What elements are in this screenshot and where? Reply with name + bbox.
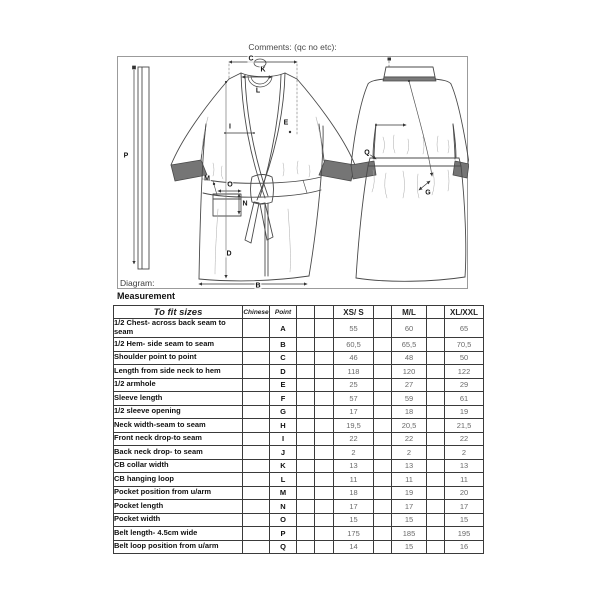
point-label-Q: Q bbox=[364, 149, 370, 157]
header-chinese: Chinese bbox=[243, 306, 270, 319]
robe-front-view bbox=[171, 59, 355, 284]
robe-technical-drawing bbox=[118, 57, 469, 290]
point-label-L: L bbox=[255, 87, 261, 95]
header-point: Point bbox=[270, 306, 297, 319]
header-spacer bbox=[297, 306, 315, 319]
table-row: Back neck drop- to seam J 2 2 2 bbox=[114, 446, 484, 460]
point-label-D: D bbox=[226, 250, 232, 258]
table-row: Pocket position from u/arm M 18 19 20 bbox=[114, 486, 484, 500]
point-label-C: C bbox=[248, 55, 254, 63]
belt-drawing bbox=[133, 66, 150, 269]
point-label-E: E bbox=[283, 119, 289, 127]
table-row: Belt length- 4.5cm wide P 175 185 195 bbox=[114, 527, 484, 541]
table-row: Belt loop position from u/arm Q 14 15 16 bbox=[114, 540, 484, 554]
table-row: Neck width-seam to seam H 19,5 20,5 21,5 bbox=[114, 419, 484, 433]
table-row: Front neck drop-to seam I 22 22 22 bbox=[114, 432, 484, 446]
point-label-I: I bbox=[229, 123, 231, 131]
table-row: 1/2 sleeve opening G 17 18 19 bbox=[114, 405, 484, 419]
table-header-row bbox=[114, 306, 484, 319]
robe-back-view bbox=[351, 58, 469, 282]
point-label-O: O bbox=[227, 181, 233, 189]
header-spacer bbox=[315, 306, 334, 319]
point-label-P: P bbox=[123, 152, 129, 160]
table-row: 1/2 armhole E 25 27 29 bbox=[114, 378, 484, 392]
header-to-fit-sizes: To fit sizes bbox=[114, 306, 243, 319]
diagram-label: Diagram: bbox=[120, 278, 155, 288]
header-spacer bbox=[427, 306, 445, 319]
table-row: 1/2 Hem- side seam to seam B 60,5 65,5 70,5 bbox=[114, 338, 484, 352]
header-spacer bbox=[374, 306, 392, 319]
point-label-B: B bbox=[255, 282, 261, 290]
point-label-N: N bbox=[242, 200, 248, 208]
header-size-m-l: M/L bbox=[392, 306, 427, 319]
header-size-xl-xxl: XL/XXL bbox=[445, 306, 484, 319]
table-row: Sleeve length F 57 59 61 bbox=[114, 392, 484, 406]
table-row: 1/2 Chest- across back seam to seam A 55 60 65 bbox=[114, 319, 484, 338]
table-row: CB hanging loop L 11 11 11 bbox=[114, 473, 484, 487]
table-row: Length from side neck to hem D 118 120 122 bbox=[114, 365, 484, 379]
point-label-M: M bbox=[204, 175, 210, 183]
point-label-G: G bbox=[425, 189, 431, 197]
table-row: CB collar width K 13 13 13 bbox=[114, 459, 484, 473]
diagram-box bbox=[117, 56, 468, 289]
table-row: Shoulder point to point C 46 48 50 bbox=[114, 351, 484, 365]
point-label-K: K bbox=[260, 66, 266, 74]
comments-label: Comments: (qc no etc): bbox=[248, 42, 337, 52]
header-size-xs-s: XS/ S bbox=[334, 306, 374, 319]
measurement-title: Measurement bbox=[117, 291, 176, 301]
table-row: Pocket width O 15 15 15 bbox=[114, 513, 484, 527]
measurement-table bbox=[113, 305, 484, 554]
measurement-table-body bbox=[114, 319, 484, 554]
table-row: Pocket length N 17 17 17 bbox=[114, 500, 484, 514]
